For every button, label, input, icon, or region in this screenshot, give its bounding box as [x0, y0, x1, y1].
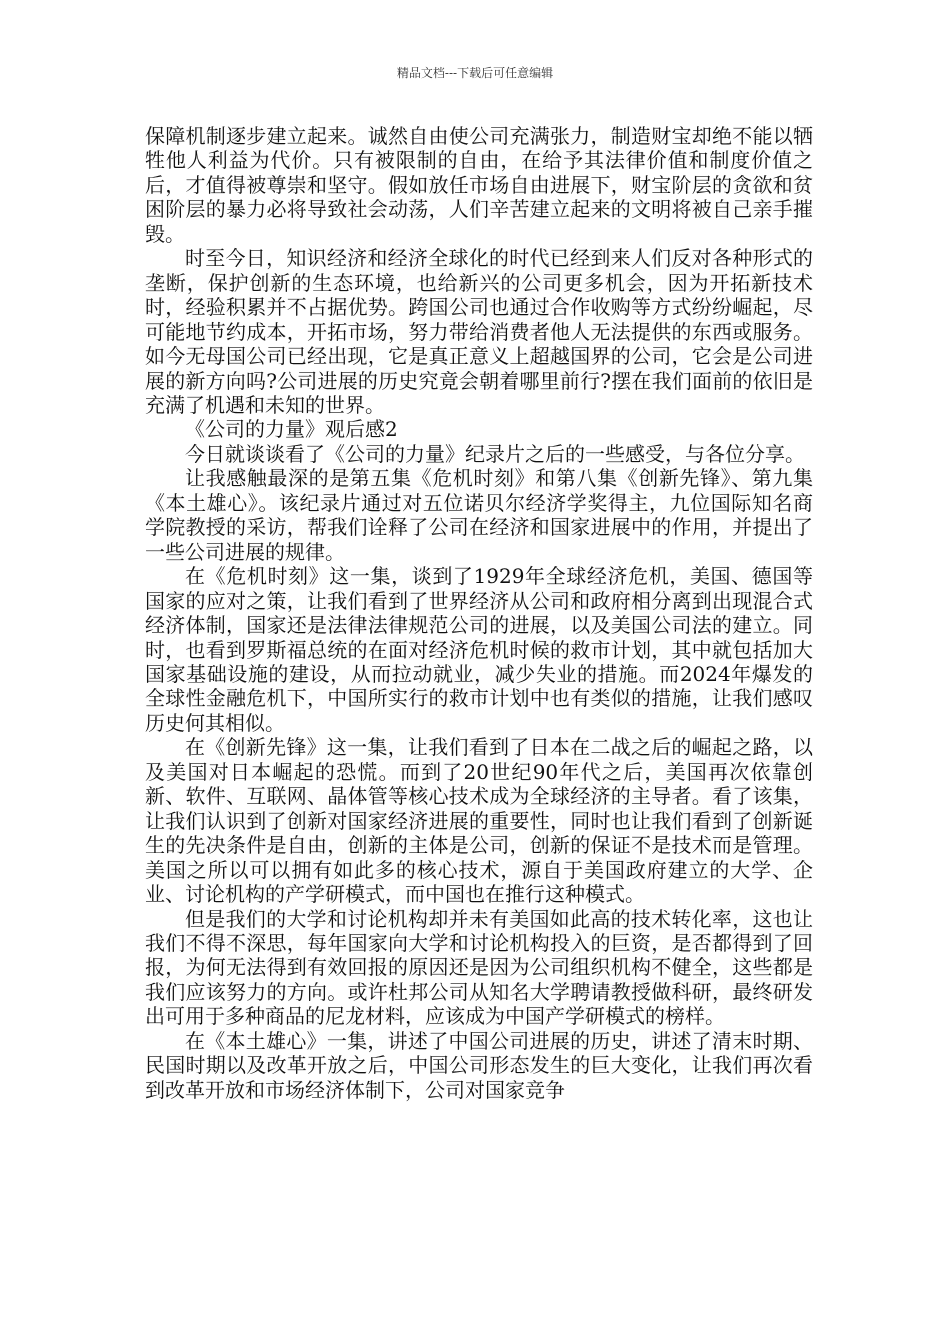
- paragraph-3: 今日就谈谈看了《公司的力量》纪录片之后的一些感受，与各位分享。: [185, 441, 805, 466]
- paragraph-1: 保障机制逐步建立起来。诚然自由使公司充满张力，制造财宝却绝不能以牺牲他人利益为代价。只有被限制的自由，在给予其法律价值和制度价值之后，才值得被尊崇和坚守。假如放任市场自由进展下，财宝阶层的贪欲和贫困阶层的暴力必将导致社会动荡，人们辛苦建立起来的文明将被自己亲手摧毁。: [145, 124, 813, 246]
- paragraph-6: 在《创新先锋》这一集，让我们看到了日本在二战之后的崛起之路，以及美国对日本崛起的恐慌。而到了20世纪90年代之后，美国再次依靠创新、软件、互联网、晶体管等核心技术成为全球经济的主导者。看了该集，让我们认识到了创新对国家经济进展的重要性，同时也让我们看到了创新诞生的先决条件是自由，创新的主体是公司，创新的保证不是技术而是管理。美国之所以可以拥有如此多的核心技术，源自于美国政府建立的大学、企业、讨论机构的产学研模式，而中国也在推行这种模式。: [145, 735, 813, 907]
- page-header: 精品文档---下载后可任意编辑: [396, 66, 554, 80]
- paragraph-4: 让我感触最深的是第五集《危机时刻》和第八集《创新先锋》、第九集《本土雄心》。该纪录片通过对五位诺贝尔经济学奖得主，九位国际知名商学院教授的采访，帮我们诠释了公司在经济和国家进展中的作用，并提出了一些公司进展的规律。: [145, 466, 813, 564]
- section-title: 《公司的力量》观后感2: [185, 417, 398, 442]
- paragraph-2: 时至今日，知识经济和经济全球化的时代已经到来人们反对各种形式的垄断，保护创新的生态环境，也给新兴的公司更多机会，因为开拓新技术时，经验积累并不占据优势。跨国公司也通过合作收购等方式纷纷崛起，尽可能地节约成本，开拓市场，努力带给消费者他人无法提供的东西或服务。如今无母国公司已经出现，它是真正意义上超越国界的公司，它会是公司进展的新方向吗?公司进展的历史究竟会朝着哪里前行?摆在我们面前的依旧是充满了机遇和未知的世界。: [145, 246, 813, 417]
- paragraph-8: 在《本土雄心》一集，讲述了中国公司进展的历史，讲述了清末时期、民国时期以及改革开放之后，中国公司形态发生的巨大变化，让我们再次看到改革开放和市场经济体制下，公司对国家竞争: [145, 1028, 813, 1102]
- paragraph-5: 在《危机时刻》这一集，谈到了1929年全球经济危机，美国、德国等国家的应对之策，让我们看到了世界经济从公司和政府相分离到出现混合式经济体制，国家还是法律法律规范公司的进展，以及美国公司法的建立。同时，也看到罗斯福总统的在面对经济危机时候的救市计划，其中就包括加大国家基础设施的建设，从而拉动就业，减少失业的措施。而2024年爆发的全球性金融危机下，中国所实行的救市计划中也有类似的措施，让我们感叹历史何其相似。: [145, 564, 813, 735]
- paragraph-7: 但是我们的大学和讨论机构却并未有美国如此高的技术转化率，这也让我们不得不深思，每年国家向大学和讨论机构投入的巨资，是否都得到了回报，为何无法得到有效回报的原因还是因为公司组织机构不健全，这些都是我们应该努力的方向。或许杜邦公司从知名大学聘请教授做科研，最终研发出可用于多种商品的尼龙材料，应该成为中国产学研模式的榜样。: [145, 906, 813, 1029]
- document-body: [145, 124, 813, 1102]
